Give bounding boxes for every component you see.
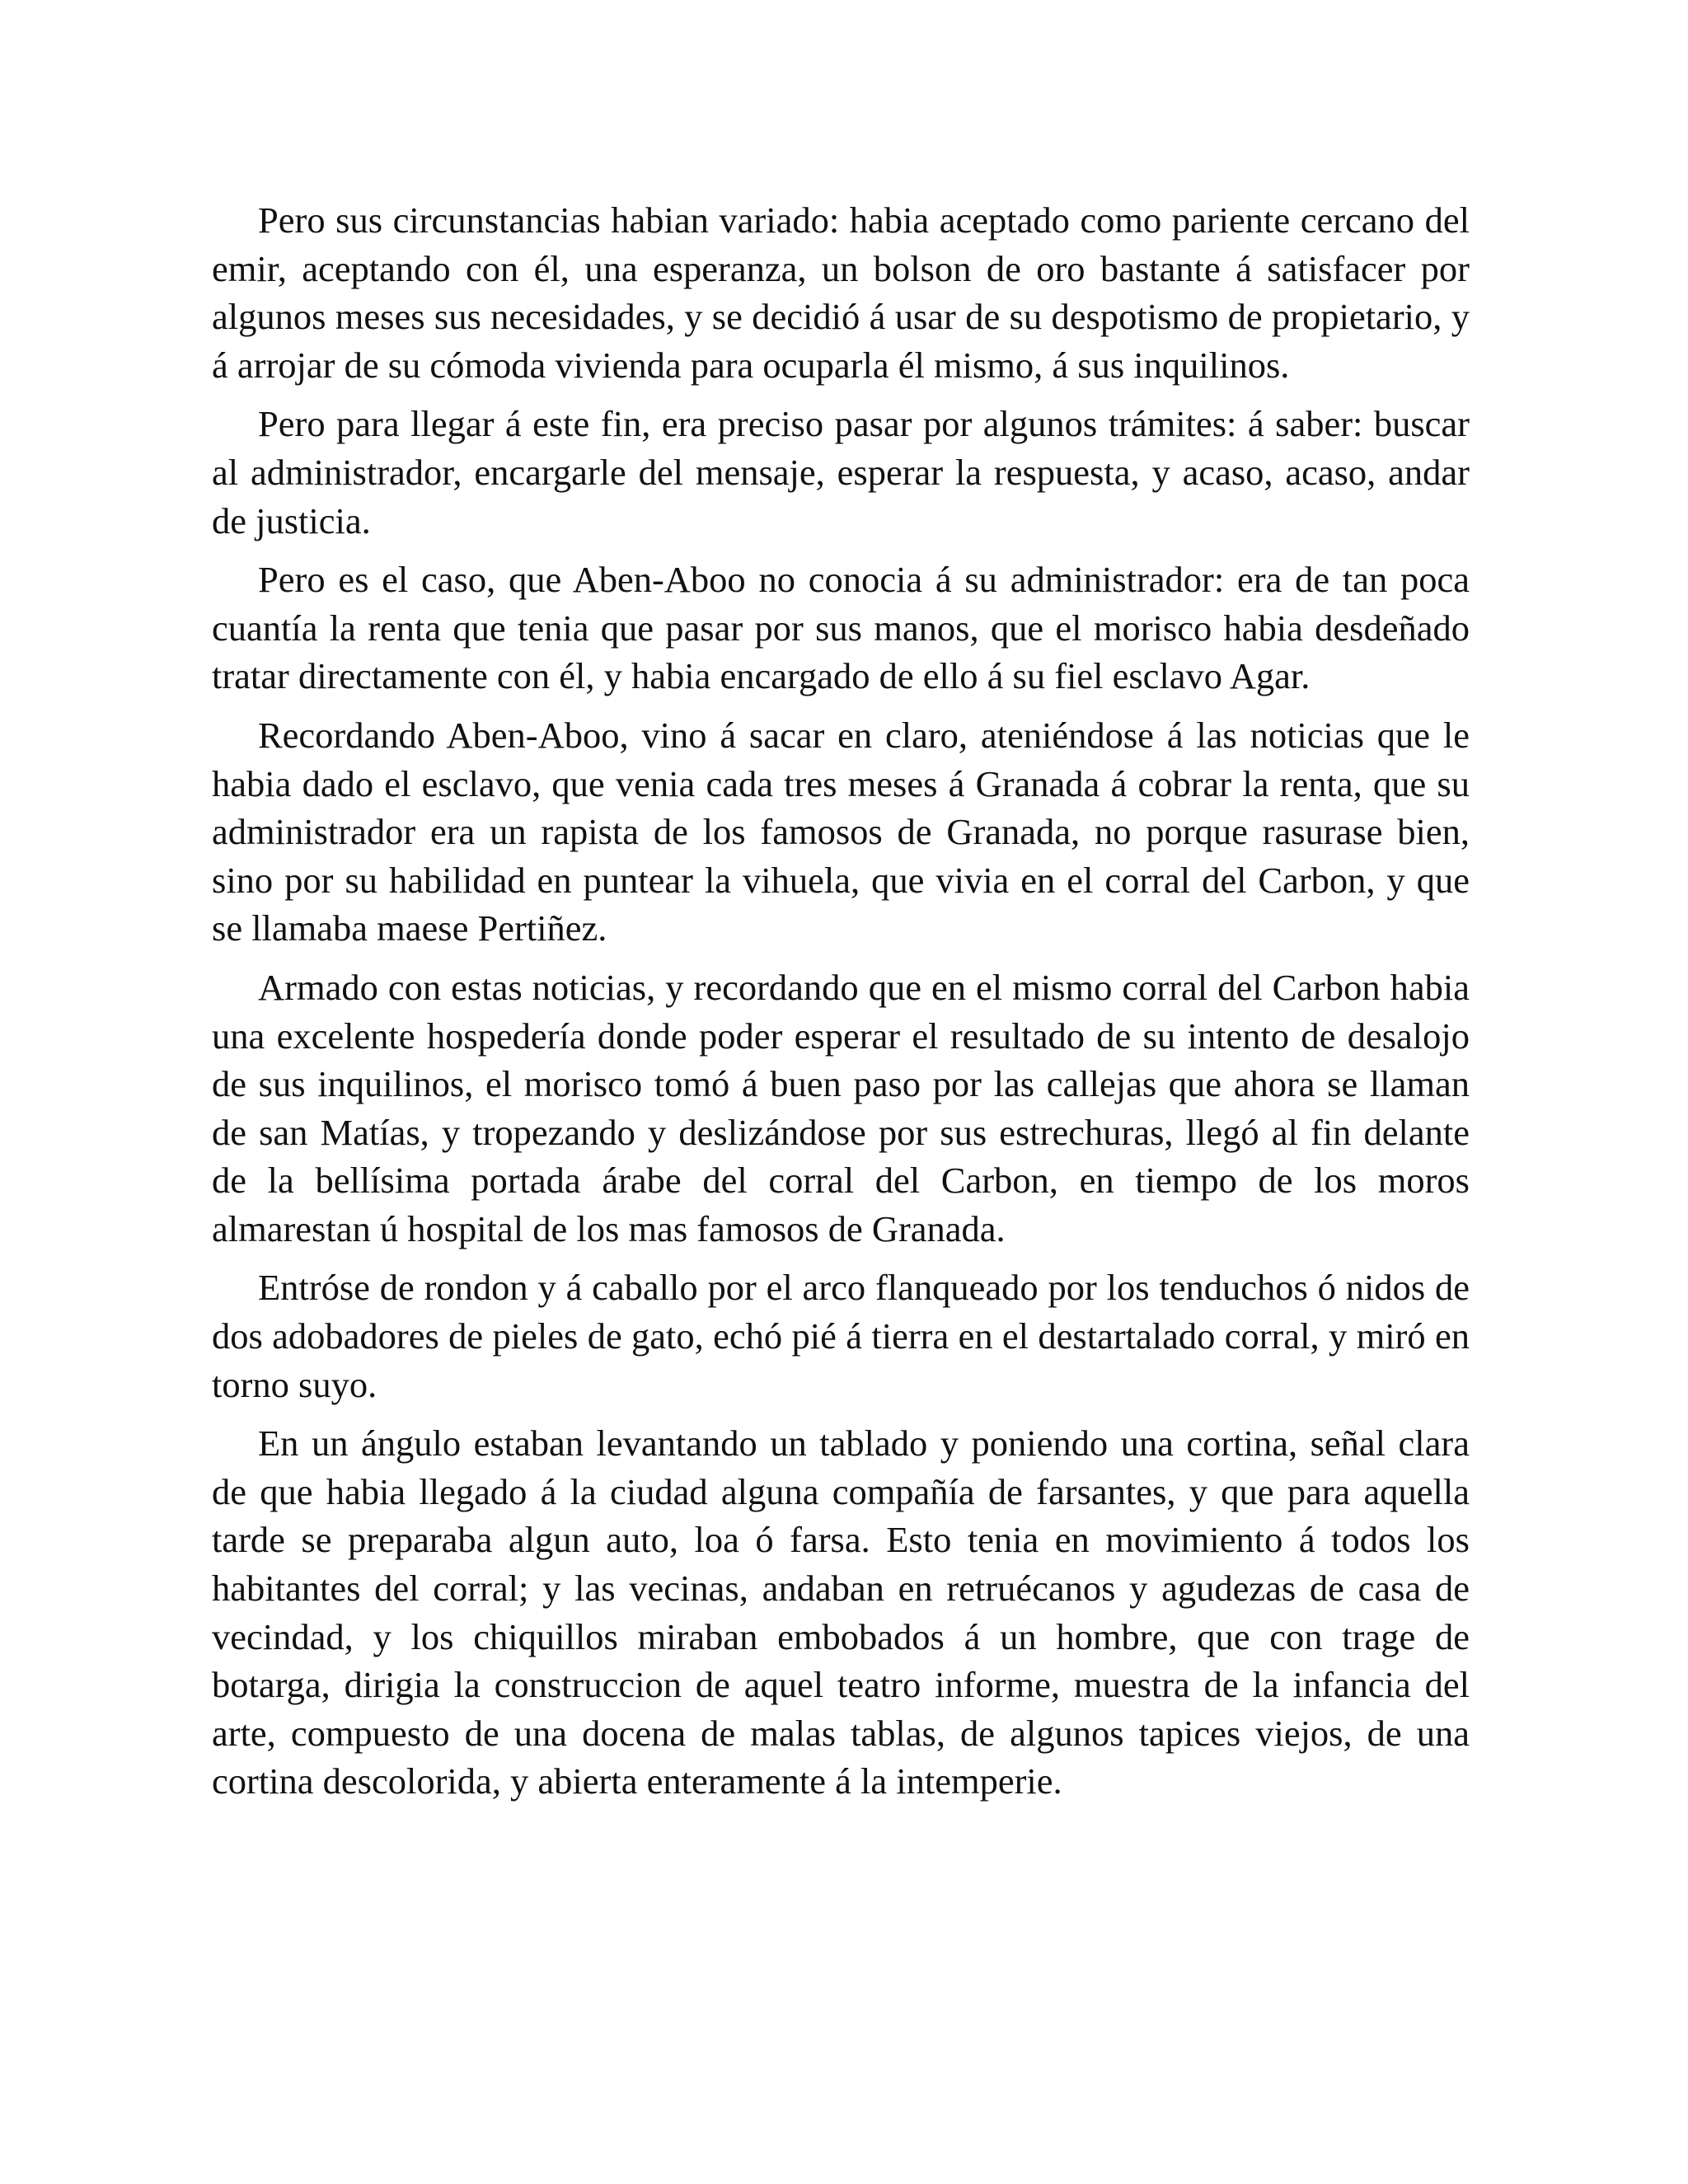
- body-text: [212, 196, 1470, 1816]
- paragraph-7: En un ángulo estaban levantando un tablado y poniendo una cortina, señal clara de que habia llegado á la ciudad alguna compañía de farsantes, y que para aquella tarde se preparaba algun auto, loa ó farsa. Esto tenia en movimiento á todos los habitantes del corral; y las vecinas, andaban en retruécanos y agudezas de casa de vecindad, y los chiquillos miraban embobados á un hombre, que con trage de botarga, dirigia la construccion de aquel teatro informe, muestra de la infancia del arte, compuesto de una docena de malas tablas, de algunos tapices viejos, de una cortina descolorida, y abierta enteramente á la intemperie.: [212, 1422, 1470, 1802]
- paragraph-4: Recordando Aben-Aboo, vino á sacar en claro, ateniéndose á las noticias que le habia dado el esclavo, que venia cada tres meses á Granada á cobrar la renta, que su administrador era un rapista de los famosos de Granada, no porque rasurase bien, sino por su habilidad en puntear la vihuela, que vivia en el corral del Carbon, y que se llamaba maese Pertiñez.: [212, 714, 1470, 949]
- paragraph-5: Armado con estas noticias, y recordando que en el mismo corral del Carbon habia una excelente hospedería donde poder esperar el resultado de su intento de desalojo de sus inquilinos, el morisco tomó á buen paso por las callejas que ahora se llaman de san Matías, y tropezando y deslizándose por sus estrechuras, llegó al fin delante de la bellísima portada árabe del corral del Carbon, en tiempo de los moros almarestan ú hospital de los mas famosos de Granada.: [212, 966, 1470, 1249]
- paragraph-3: Pero es el caso, que Aben-Aboo no conocia á su administrador: era de tan poca cuantía la renta que tenia que pasar por sus manos, que el morisco habia desdeñado tratar directamente con él, y habia encargado de ello á su fiel esclavo Agar.: [212, 559, 1470, 697]
- paragraph-1: Pero sus circunstancias habian variado: habia aceptado como pariente cercano del emir, aceptando con él, una esperanza, un bolson de oro bastante á satisfacer por algunos meses sus necesidades, y se decidió á usar de su despotismo de propietario, y á arrojar de su cómoda vivienda para ocuparla él mismo, á sus inquilinos.: [212, 199, 1470, 386]
- paragraph-2: Pero para llegar á este fin, era preciso pasar por algunos trámites: á saber: buscar al administrador, encargarle del mensaje, esperar la respuesta, y acaso, acaso, andar de justicia.: [212, 403, 1470, 541]
- paragraph-6: Entróse de rondon y á caballo por el arco flanqueado por los tenduchos ó nidos de dos adobadores de pieles de gato, echó pié á tierra en el destartalado corral, y miró en torno suyo.: [212, 1267, 1470, 1405]
